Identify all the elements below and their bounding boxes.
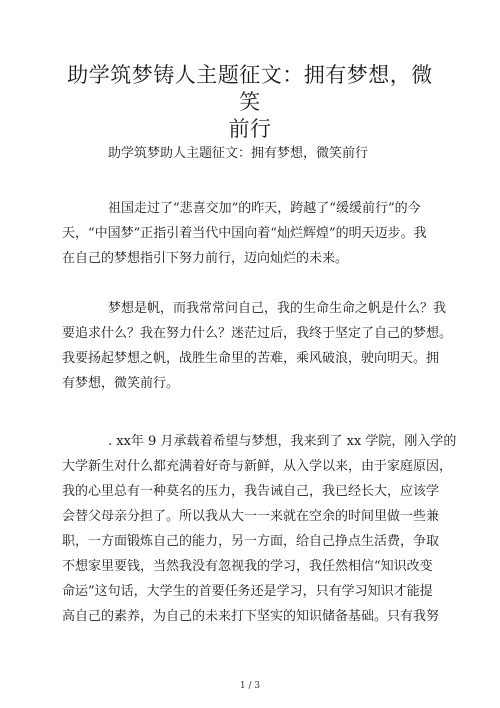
paragraph-line: 命运”这句话，大学生的首要任务还是学习，只有学习知识才能提 (62, 584, 433, 599)
paragraph-line: 我的心里总有一种莫名的压力，我告诫自己，我已经长大，应该学 (62, 484, 440, 499)
paragraph-line: 我要扬起梦想之帆，战胜生命里的苦难，乘风破浪，驶向明天。拥 (62, 351, 440, 366)
page-number: 1 / 3 (239, 681, 261, 691)
paragraph-line: . xx年 9 月承载着希望与梦想，我来到了 xx 学院，刚入学的 (108, 434, 457, 449)
paragraph-line: 不想家里要钱，当然我没有忽视我的学习，我任然相信“知识改变 (62, 559, 433, 574)
title-line-2: 前行 (228, 117, 272, 141)
document-subtitle: 助学筑梦助人主题征文：拥有梦想，微笑前行 (108, 146, 369, 161)
paragraph-2 (62, 296, 453, 396)
document-title (60, 62, 440, 143)
paragraph-line: 职，一方面锻炼自己的能力，另一方面，给自己挣点生活费，争取 (62, 534, 440, 549)
paragraph-1 (62, 196, 438, 271)
paragraph-line: 会替父母亲分担了。所以我从大一一来就在空余的时间里做一些兼 (62, 509, 440, 524)
paragraph-line: 高自己的素养，为自己的未来打下坚实的知识储备基础。只有我努 (62, 609, 440, 624)
paragraph-line: 有梦想，微笑前行。 (62, 376, 180, 391)
paragraph-line: 要追求什么？我在努力什么？迷茫过后，我终于坚定了自己的梦想。 (62, 326, 453, 341)
paragraph-line: 在自己的梦想指引下努力前行，迈向灿烂的未来。 (62, 251, 349, 266)
paragraph-line: 祖国走过了“悲喜交加”的昨天，跨越了“缓缓前行”的今 (108, 201, 421, 216)
paragraph-line: 天，“中国梦”正指引着当代中国向着“灿烂辉煌”的明天迈步。我 (62, 226, 427, 241)
paragraph-3 (62, 429, 457, 629)
paragraph-line: 大学新生对什么都充满着好奇与新鲜，从入学以来，由于家庭原因， (62, 459, 453, 474)
paragraph-line: 梦想是帆，而我常常问自己，我的生命生命之帆是什么？我 (108, 301, 447, 316)
title-line-1: 助学筑梦铸人主题征文：拥有梦想，微笑 (67, 63, 433, 114)
